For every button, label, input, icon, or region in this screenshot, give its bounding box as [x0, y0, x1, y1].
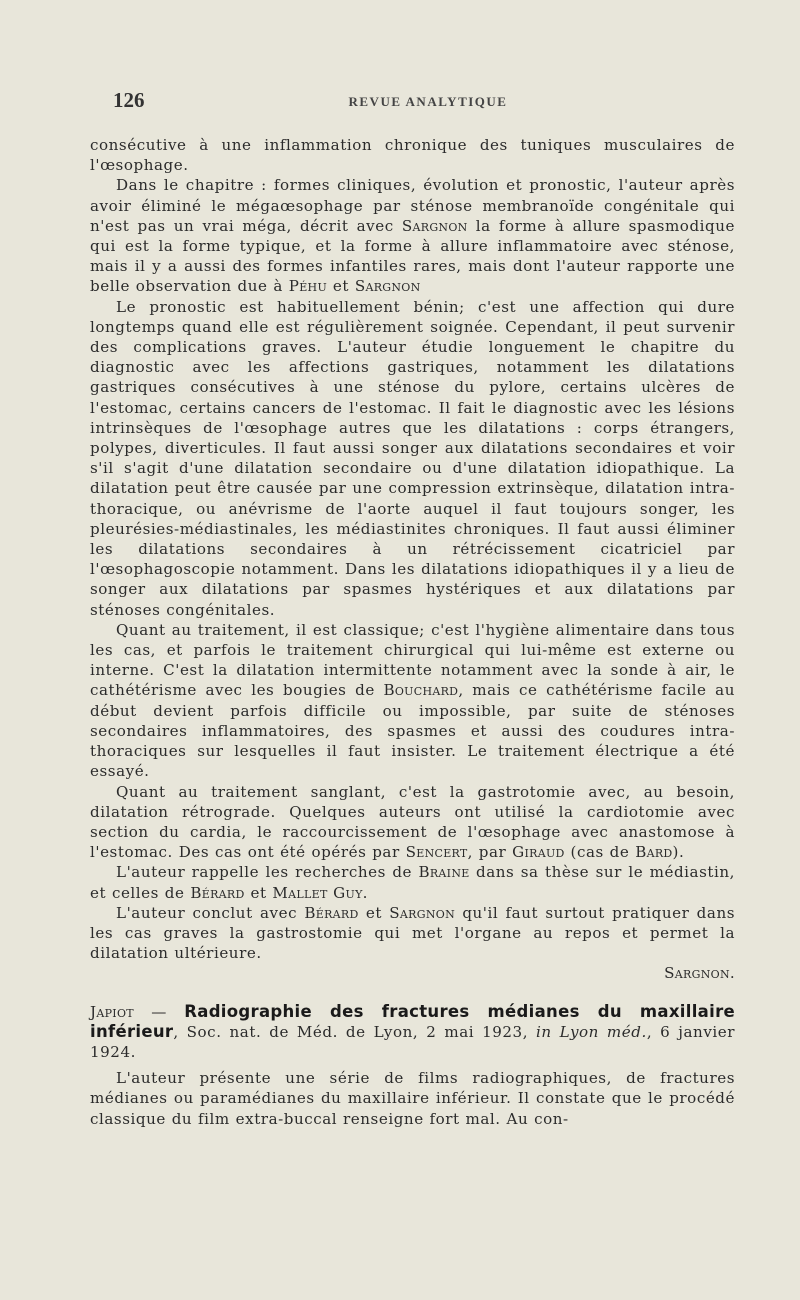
paragraph-text: , par: [467, 843, 513, 862]
page-header: [113, 88, 743, 118]
paragraph-surgical-treatment: [90, 782, 735, 863]
paragraph-text: et: [358, 903, 390, 922]
page-number: 126: [113, 88, 145, 112]
paragraph-prognosis: [90, 297, 735, 620]
paragraph-text: Le pronostic est habituellement bénin; c'est une affection qui dure longtemps quand elle est régulièrement soignée. Cependant, il peut survenir des complications graves. L'auteur étudie longuement le chapitre du diagnostic avec les affections gastriques, notamment les dilatations gastriques consécutives à une sténose du pylore, certains ulcères de l'estomac, certains cancers de l'estomac. Il fait le diagnostic avec les lésions intrinsèques de l'œsophage autres que les dilatations : corps étrangers, polypes, diverticules. Il faut aussi songer aux dilatations secondaires et voir s'il s'agit d'une dilatation secondaire ou d'une dilatation idiopathique. La dilatation peut être causée par une compression extrinsèque, dilatation intra-thoracique, ou anévrisme de l'aorte auquel il faut toujours songer, les pleurésies-médiastinales, les médiastinites chroniques. Il faut aussi éliminer les dilatations secondaires à un rétrécissement cicatriciel par l'œsophagoscopie notamment. Dans les dilatations idiopathiques il y a lieu de songer aux dilatations par spasmes hystériques et aux dilatations par sténoses congénitales.: [90, 297, 735, 619]
paragraph-text: , mais ce cathétérisme facile au début devient parfois difficile ou impossible, par suite de sténoses secondaires inflammatoires, des spasmes et aussi des coudures intra-thoraciques sur lesquelles il faut insister. Le traitement électrique a été essayé.: [90, 681, 735, 781]
paragraph-conclusion: [90, 903, 735, 964]
article-journal: in Lyon méd.: [536, 1022, 647, 1041]
paragraph-text: qu'il faut surtout pratiquer dans les cas graves la gastrostomie qui met l'organe au repos et permet la dilatation ultérieure.: [90, 903, 736, 963]
article-heading: [90, 1002, 735, 1063]
running-head: REVUE ANALYTIQUE: [348, 94, 508, 109]
paragraph-clinical-forms: [90, 175, 735, 296]
author-name: Bérard: [190, 883, 245, 902]
paragraph-text: L'auteur présente une série de films radiographiques, de fractures médianes ou paramédianes du maxillaire inférieur. Il constate que le procédé classique du film extra-buccal renseigne fort mal. Au con-: [90, 1069, 735, 1128]
author-name: Péhu: [288, 277, 328, 296]
author-name: Giraud: [512, 843, 565, 862]
paragraph-treatment: [90, 620, 735, 782]
author-name: Bouchard: [383, 681, 459, 700]
author-name: Sargnon: [354, 277, 421, 296]
paragraph-text: Dans le chapitre : formes cliniques, évolution et pronostic, l'auteur après avoir éliminé le mégaœsophage par sténose membranoïde congénitale qui n'est pas un vrai méga, décrit avec: [90, 176, 735, 235]
article-body: [90, 1068, 735, 1129]
paragraph-text: L'auteur conclut avec: [116, 903, 305, 922]
paragraph-text: Quant au traitement sanglant, c'est la gastrotomie avec, au besoin, dilatation rétrograde. Quelques auteurs ont utilisé la cardiotomie avec section du cardia, le raccourcissement de l'œsophage avec anastomose à l'estomac. Des cas ont été opérés par: [90, 782, 735, 862]
author-name: Bérard: [304, 903, 359, 922]
paragraph-text: et: [327, 277, 355, 296]
paragraph-text: .: [362, 883, 369, 902]
paragraph-text: dans sa thèse sur le médiastin, et celles de: [90, 863, 735, 902]
review-signature: Sargnon.: [664, 964, 735, 983]
author-name: Mallet Guy: [272, 883, 363, 902]
author-name: Braine: [418, 863, 470, 882]
article-title: Radiographie des fractures médianes du maxillaire inférieur: [90, 1001, 735, 1041]
paragraph-text: Quant au traitement, il est classique; c'est l'hygiène alimentaire dans tous les cas, et parfois le traitement chirurgical qui lui-même est externe ou interne. C'est la dilatation intermittente notamment avec la sonde à air, le cathétérisme avec les bougies de: [90, 620, 735, 700]
paragraph-text: ).: [672, 843, 685, 862]
author-name: Sargnon: [389, 903, 456, 922]
author-name: Bard: [635, 843, 673, 862]
paragraph-text: et: [244, 883, 273, 902]
paragraph-text: consécutive à une inflammation chronique des tuniques musculaires de l'œsophage.: [90, 136, 735, 175]
author-name: Sargnon: [401, 216, 468, 235]
article-reference: , Soc. nat. de Méd. de Lyon, 2 mai 1923,: [173, 1022, 537, 1041]
paragraph-text: (cas de: [564, 843, 636, 862]
article-dash: —: [133, 1002, 185, 1021]
article-author: Japiot: [90, 1002, 134, 1021]
paragraph-research: [90, 862, 735, 902]
paragraph-text: la forme à allure spasmodique qui est la forme typique, et la forme à allure inflammatoire avec sténose, mais il y a aussi des formes infantiles rares, mais dont l'auteur rapporte une belle observation due à: [90, 216, 735, 296]
paragraph-text: L'auteur rappelle les recherches de: [116, 863, 419, 882]
page-body: [90, 135, 735, 1129]
paragraph-continuation: [90, 135, 735, 175]
article-reference: , 6 janvier 1924.: [90, 1022, 736, 1061]
author-name: Sencert: [405, 843, 468, 862]
